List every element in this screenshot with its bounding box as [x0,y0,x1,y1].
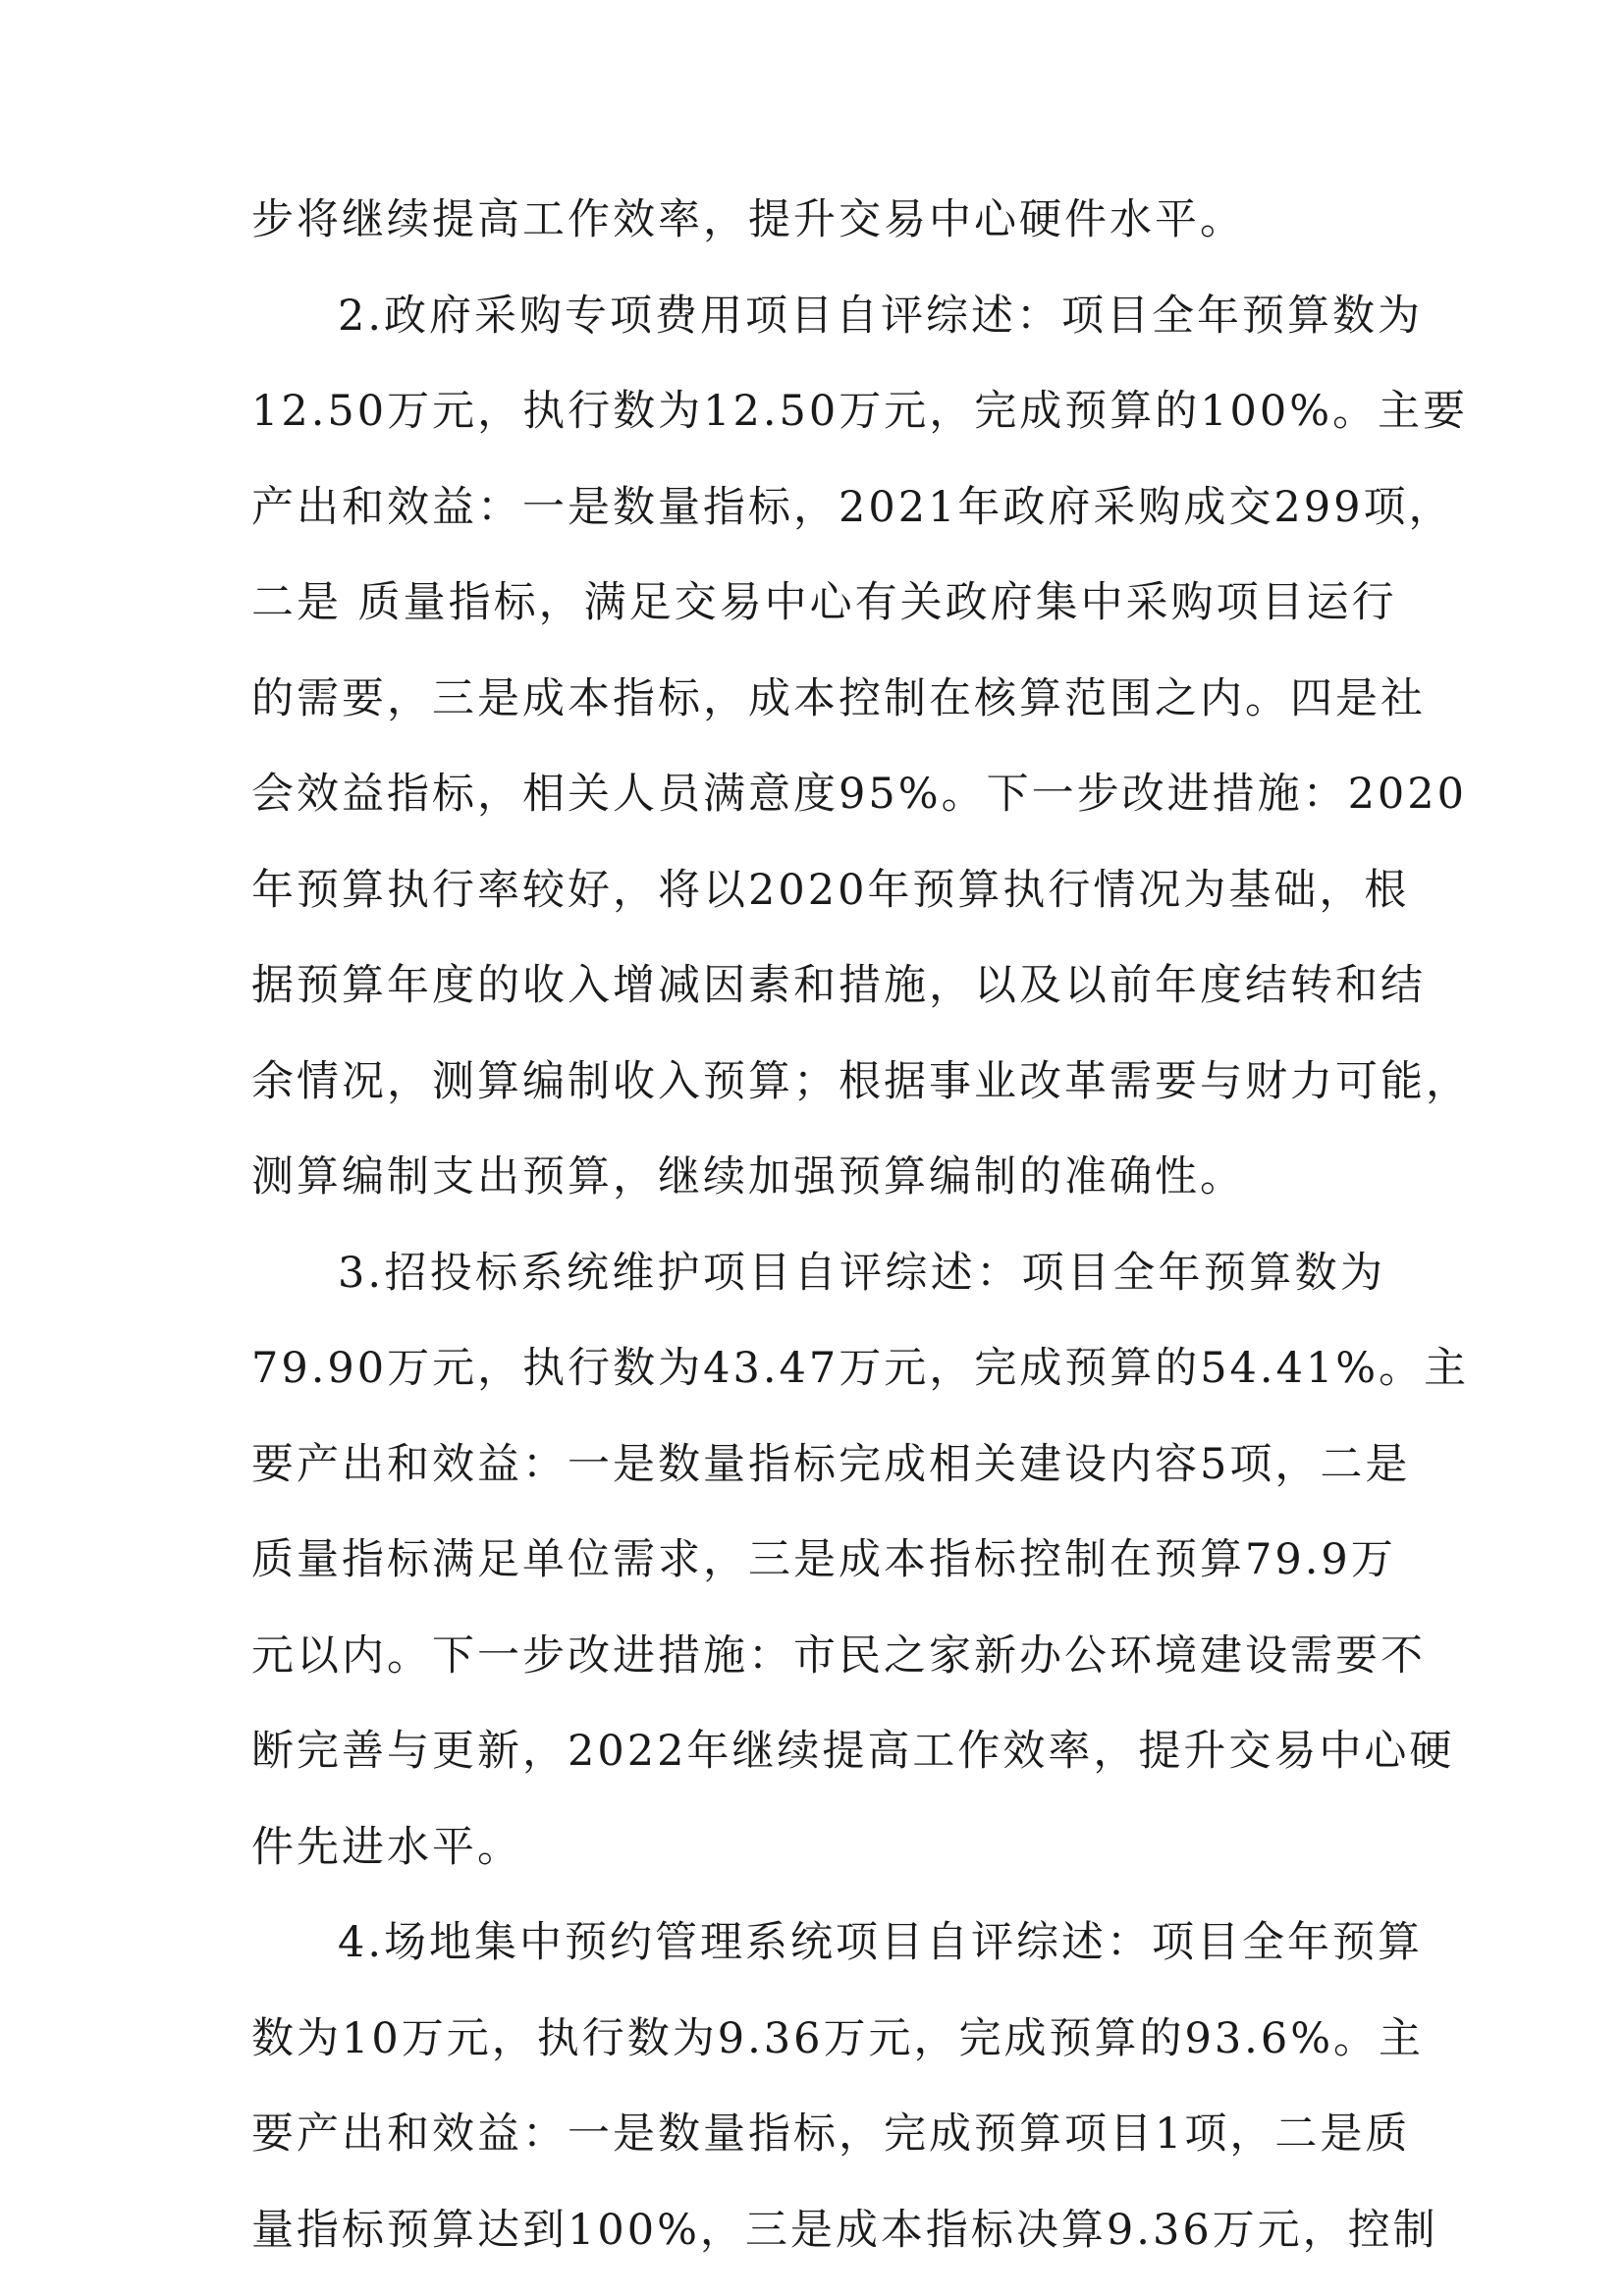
paragraph-line: 据预算年度的收入增减因素和措施，以及以前年度结转和结 [251,961,1426,1010]
paragraph-line: 元以内。下一步改进措施：市民之家新办公环境建设需要不 [251,1630,1426,1681]
body-text [251,173,1471,2278]
paragraph-line: 量指标预算达到100%，三是成本指标决算9.36万元，控制 [251,2205,1438,2255]
paragraph-line: 会效益指标，相关人员满意度95%。下一步改进措施：2020 [251,770,1468,819]
paragraph-line: 产出和效益：一是数量指标，2021年政府采购成交299项， [251,482,1454,532]
paragraph-line: 79.90万元，执行数为43.47万元，完成预算的54.41%。主 [251,1344,1470,1393]
paragraph-line: 12.50万元，执行数为12.50万元，完成预算的100%。主要 [251,387,1469,436]
paragraph-3-start: 3.招投标系统维护项目自评综述：项目全年预算数为 [338,1248,1385,1298]
paragraph-line: 断完善与更新，2022年继续提高工作效率，提升交易中心硬 [251,1727,1455,1776]
paragraph-line: 件先进水平。 [251,1822,522,1872]
paragraph-line: 的需要，三是成本指标，成本控制在核算范围之内。四是社 [251,673,1426,723]
paragraph-line: 二是 质量指标，满足交易中心有关政府集中采购项目运行 [251,578,1397,627]
paragraph-4-start: 4.场地集中预约管理系统项目自评综述：项目全年预算 [338,1918,1424,1967]
paragraph-line: 余情况，测算编制收入预算；根据事业改革需要与财力可能， [251,1056,1471,1106]
paragraph-line: 要产出和效益：一是数量指标，完成预算项目1项，二是质 [251,2109,1411,2159]
paragraph-line: 要产出和效益：一是数量指标完成相关建设内容5项，二是 [251,1439,1411,1489]
paragraph-line: 测算编制支出预算，继续加强预算编制的准确性。 [251,1152,1245,1201]
paragraph-line: 年预算执行率较好，将以2020年预算执行情况为基础，根 [251,865,1410,915]
paragraph-line: 数为10万元，执行数为9.36万元，完成预算的93.6%。主 [251,2013,1425,2063]
paragraph-line: 质量指标满足单位需求，三是成本指标控制在预算79.9万 [251,1535,1396,1584]
paragraph-2-start: 2.政府采购专项费用项目自评综述：项目全年预算数为 [338,291,1424,341]
paragraph-line: 步将继续提高工作效率，提升交易中心硬件水平。 [251,195,1245,244]
